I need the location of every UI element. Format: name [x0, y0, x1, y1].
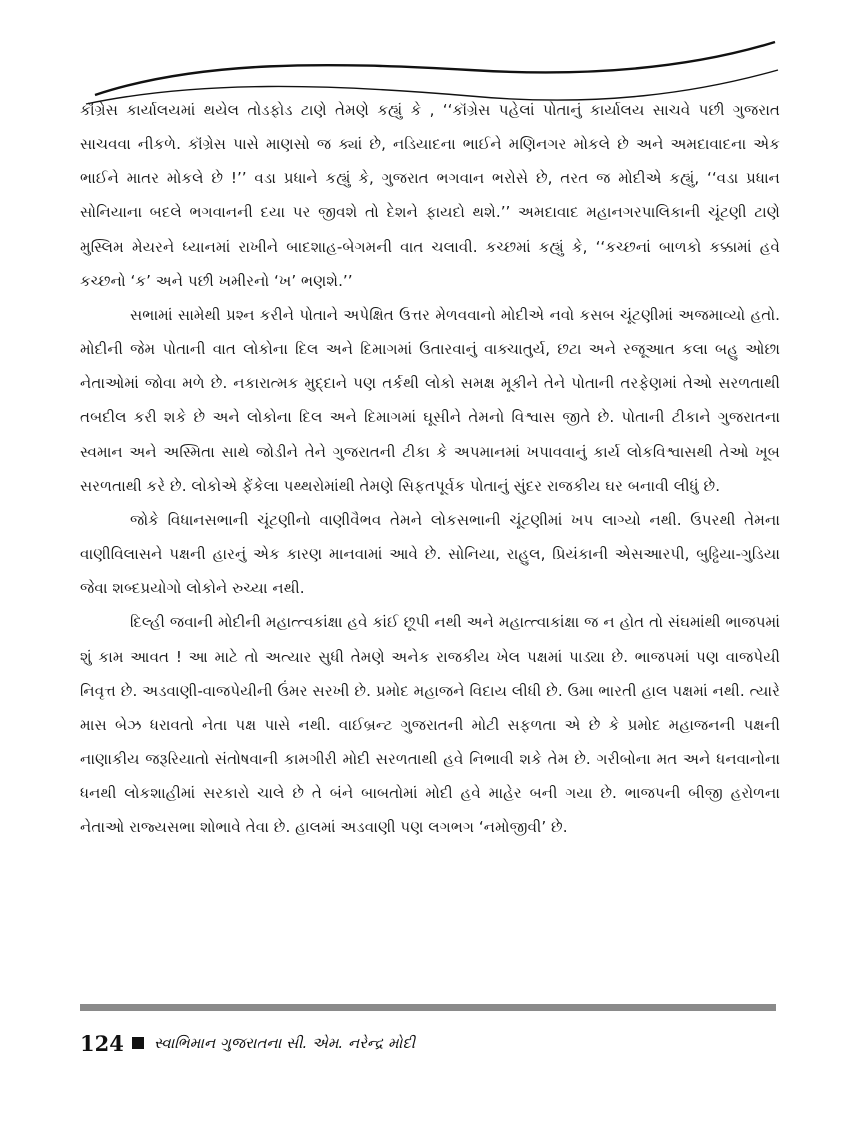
footer-divider [80, 1004, 776, 1011]
paragraph: દિલ્હી જવાની મોદીની મહાત્ત્વકાંક્ષા હવે કાંઈ છૂપી નથી અને મહાત્ત્વાકાંક્ષા જ ન હોત તો સંઘમાંથી ભાજપમાં શું કામ આવત ! આ માટે તો અત્યાર સુધી તેમણે અનેક રાજકીય ખેલ પક્ષમાં પાડ્યા છે. ભાજપમાં પણ વાજપેયી નિવૃત્ત છે. અડવાણી-વાજપેયીની ઉંમર સરખી છે. પ્રમોદ મહાજને વિદાય લીધી છે. ઉમા ભારતી હાલ પક્ષમાં નથી. ત્યારે માસ બેઝ ધરાવતો નેતા પક્ષ પાસે નથી. વાઈબ્રન્ટ ગુજરાતની મોટી સફળતા એ છે કે પ્રમોદ મહાજનની પક્ષની નાણાકીય જરૂરિયાતો સંતોષવાની કામગીરી મોદી સરળતાથી હવે નિભાવી શકે તેમ છે. ગરીબોના મત અને ધનવાનોના ધનથી લોકશાહીમાં સરકારો ચાલે છે તે બંને બાબતોમાં મોદી હવે માહેર બની ગયા છે. ભાજપની બીજી હરોળના નેતાઓ રાજ્યસભા શોભાવે તેવા છે. હાલમાં અડવાણી પણ લગભગ ‘નમોજીવી’ છે. [80, 613, 780, 837]
page-number: 124 [80, 1030, 124, 1056]
black-square-icon [132, 1037, 144, 1049]
paragraph: સભામાં સામેથી પ્રશ્ન કરીને પોતાને અપેક્ષિત ઉત્તર મેળવવાનો મોદીએ નવો કસબ ચૂંટણીમાં અજમાવ્યો હતો. મોદીની જેમ પોતાની વાત લોકોના દિલ અને દિમાગમાં ઉતારવાનું વાક્ચાતુર્ય, છટા અને રજૂઆત કલા બહુ ઓછા નેતાઓમાં જોવા મળે છે. નકારાત્મક મુદ્દાને પણ તર્કથી લોકો સમક્ષ મૂકીને તેને પોતાની તરફેણમાં તેઓ સરળતાથી તબદીલ કરી શકે છે અને લોકોના દિલ અને દિમાગમાં ઘૂસીને તેમનો વિશ્વાસ જીતે છે. પોતાની ટીકાને ગુજરાતના સ્વમાન અને અસ્મિતા સાથે જોડીને તેને ગુજરાતની ટીકા કે અપમાનમાં ખપાવવાનું કાર્ય લોકવિશ્વાસથી તેઓ ખૂબ સરળતાથી કરે છે. લોકોએ ફેંકેલા પથ્થરોમાંથી તેમણે સિફતપૂર્વક પોતાનું સુંદર રાજકીય ઘર બનાવી લીધું છે. [80, 305, 780, 495]
paragraph: જોકે વિધાનસભાની ચૂંટણીનો વાણીવૈભવ તેમને લોકસભાની ચૂંટણીમાં ખપ લાગ્યો નથી. ઉપરથી તેમના વાણીવિલાસને પક્ષની હારનું એક કારણ માનવામાં આવે છે. સોનિયા, રાહુલ, પ્રિયંકાની એસઆરપી, બુઢ્ઢિયા-ગુડિયા જેવા શબ્દપ્રયોગો લોકોને રુચ્યા નથી. [80, 510, 780, 598]
body-text [80, 93, 780, 844]
running-title: સ્વાભિમાન ગુજરાતના સી. એમ. નરેન્દ્ર મોદી [153, 1034, 416, 1052]
paragraph: કૉંગ્રેસ કાર્યાલયમાં થયેલ તોડફોડ ટાણે તેમણે કહ્યું કે , ‘‘કૉંગ્રેસ પહેલાં પોતાનું કાર્યાલય સાચવે પછી ગુજરાત સાચવવા નીકળે. કૉંગ્રેસ પાસે માણસો જ ક્યાં છે, નડિયાદના ભાઈને મણિનગર મોકલે છે અને અમદાવાદના એક ભાઈને માતર મોકલે છે !’’ વડા પ્રધાને કહ્યું કે, ગુજરાત ભગવાન ભરોસે છે, તરત જ મોદીએ કહ્યું, ‘‘વડા પ્રધાન સોનિયાના બદલે ભગવાનની દયા પર જીવશે તો દેશને ફાયદો થશે.’’ અમદાવાદ મહાનગરપાલિકાની ચૂંટણી ટાણે મુસ્લિમ મેયરને ધ્યાનમાં રાખીને બાદશાહ-બેગમની વાત ચલાવી. કચ્છમાં કહ્યું કે, ‘‘કચ્છનાં બાળકો કક્કામાં હવે કચ્છનો ‘ક’ અને પછી ખમીરનો ‘ખ’ ભણશે.’’ [80, 101, 780, 290]
page-footer [80, 1030, 415, 1056]
